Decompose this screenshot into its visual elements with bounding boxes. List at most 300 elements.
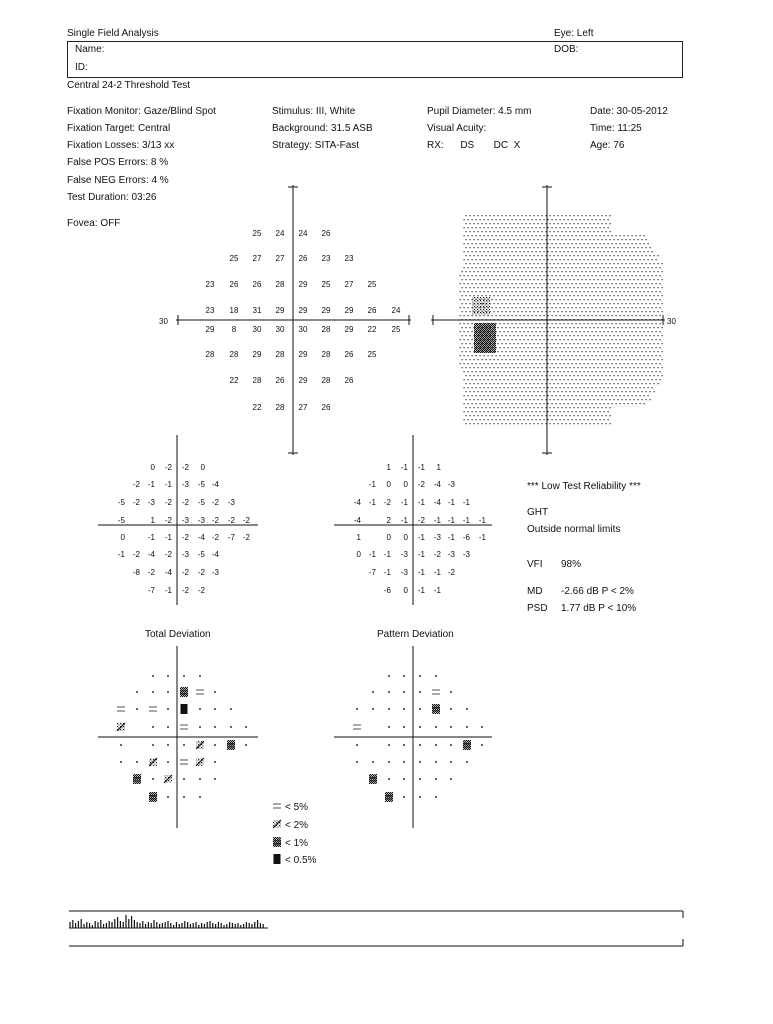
prob-normal-dot bbox=[120, 761, 122, 763]
prob-normal-dot bbox=[230, 708, 232, 710]
prob-normal-dot bbox=[419, 675, 421, 677]
info-time: Time: 11:25 bbox=[590, 123, 642, 134]
psd-label: PSD bbox=[527, 603, 548, 614]
prob-normal-dot bbox=[450, 691, 452, 693]
deviation-value: -1 bbox=[462, 498, 470, 507]
prob-normal-dot bbox=[435, 796, 437, 798]
sensitivity-value: 22 bbox=[367, 325, 377, 334]
deviation-value: -3 bbox=[400, 550, 408, 559]
deviation-value: -1 bbox=[400, 463, 408, 472]
prob-lt2-symbol bbox=[149, 758, 157, 766]
grayscale-patch-dark bbox=[479, 325, 491, 351]
deviation-value: 1 bbox=[356, 533, 361, 542]
sensitivity-value: 29 bbox=[298, 350, 308, 359]
info-age: Age: 76 bbox=[590, 140, 625, 151]
deviation-value: 1 bbox=[386, 463, 391, 472]
prob-lt2-symbol bbox=[196, 758, 204, 766]
info-strategy: Strategy: SITA-Fast bbox=[272, 140, 360, 151]
axis-label-30: 30 bbox=[159, 317, 168, 326]
prob-normal-dot bbox=[450, 744, 452, 746]
deviation-value: 0 bbox=[200, 463, 205, 472]
deviation-value: 2 bbox=[386, 516, 391, 525]
prob-normal-dot bbox=[372, 708, 374, 710]
deviation-value: -2 bbox=[164, 516, 172, 525]
prob-normal-dot bbox=[435, 744, 437, 746]
prob-normal-dot bbox=[388, 708, 390, 710]
prob-normal-dot bbox=[388, 761, 390, 763]
sensitivity-value: 24 bbox=[298, 229, 308, 238]
sensitivity-value: 30 bbox=[275, 325, 285, 334]
deviation-value: -2 bbox=[227, 516, 235, 525]
prob-normal-dot bbox=[388, 726, 390, 728]
deviation-value: -1 bbox=[447, 498, 455, 507]
sensitivity-value: 27 bbox=[252, 254, 262, 263]
prob-normal-dot bbox=[419, 796, 421, 798]
sensitivity-value: 28 bbox=[275, 350, 285, 359]
deviation-value: -4 bbox=[147, 550, 155, 559]
ght-label: GHT bbox=[527, 507, 549, 518]
prob-normal-dot bbox=[372, 761, 374, 763]
prob-normal-dot bbox=[388, 778, 390, 780]
name-label: Name: bbox=[75, 44, 105, 55]
deviation-value: -1 bbox=[433, 568, 441, 577]
prob-normal-dot bbox=[450, 778, 452, 780]
prob-normal-dot bbox=[419, 744, 421, 746]
deviation-value: -1 bbox=[433, 586, 441, 595]
pattern-deviation-probability-map bbox=[353, 675, 482, 802]
prob-normal-dot bbox=[167, 796, 169, 798]
deviation-value: -2 bbox=[242, 516, 250, 525]
prob-normal-dot bbox=[199, 726, 201, 728]
prob-normal-dot bbox=[466, 761, 468, 763]
sensitivity-value: 25 bbox=[229, 254, 239, 263]
vfi-value: 98% bbox=[561, 559, 582, 570]
dob-label: DOB: bbox=[554, 44, 579, 55]
deviation-value: -5 bbox=[197, 480, 205, 489]
prob-normal-dot bbox=[214, 744, 216, 746]
prob-lt1-symbol bbox=[463, 740, 471, 750]
prob-normal-dot bbox=[183, 796, 185, 798]
deviation-value: -4 bbox=[211, 480, 219, 489]
deviation-value: -2 bbox=[181, 498, 189, 507]
sensitivity-value: 24 bbox=[391, 306, 401, 315]
deviation-value: -2 bbox=[181, 586, 189, 595]
prob-normal-dot bbox=[199, 796, 201, 798]
deviation-value: -4 bbox=[197, 533, 205, 542]
prob-lt2-symbol bbox=[117, 723, 125, 731]
info-pupil: Pupil Diameter: 4.5 mm bbox=[427, 106, 532, 117]
deviation-value: -6 bbox=[462, 533, 470, 542]
sensitivity-value: 28 bbox=[321, 350, 331, 359]
prob-normal-dot bbox=[403, 708, 405, 710]
sensitivity-value: 25 bbox=[367, 350, 377, 359]
sensitivity-value: 30 bbox=[252, 325, 262, 334]
deviation-value: -4 bbox=[433, 480, 441, 489]
sensitivity-value: 29 bbox=[275, 306, 285, 315]
deviation-value: -4 bbox=[353, 498, 361, 507]
prob-lt2-symbol bbox=[273, 820, 281, 828]
prob-lt2-symbol bbox=[196, 741, 204, 749]
deviation-value: 0 bbox=[356, 550, 361, 559]
prob-normal-dot bbox=[167, 708, 169, 710]
deviation-value: -1 bbox=[117, 550, 125, 559]
deviation-value: -1 bbox=[147, 480, 155, 489]
prob-lt2-symbol bbox=[164, 775, 172, 783]
sensitivity-value: 18 bbox=[229, 306, 239, 315]
prob-normal-dot bbox=[403, 691, 405, 693]
prob-normal-dot bbox=[152, 778, 154, 780]
sensitivity-value: 28 bbox=[321, 325, 331, 334]
reliability-warning: *** Low Test Reliability *** bbox=[527, 481, 641, 492]
deviation-value: -2 bbox=[383, 498, 391, 507]
deviation-value: -3 bbox=[433, 533, 441, 542]
vfi-label: VFI bbox=[527, 559, 543, 570]
sensitivity-value: 28 bbox=[321, 376, 331, 385]
prob-normal-dot bbox=[403, 778, 405, 780]
prob-lt5-symbol bbox=[149, 706, 156, 711]
deviation-value: -2 bbox=[147, 568, 155, 577]
deviation-value: 0 bbox=[403, 586, 408, 595]
prob-normal-dot bbox=[403, 761, 405, 763]
deviation-value: -7 bbox=[227, 533, 235, 542]
info-false-pos: False POS Errors: 8 % bbox=[67, 157, 169, 168]
prob-normal-dot bbox=[152, 675, 154, 677]
deviation-value: 0 bbox=[386, 480, 391, 489]
prob-normal-dot bbox=[403, 796, 405, 798]
sensitivity-value: 24 bbox=[275, 229, 285, 238]
prob-lt5-symbol bbox=[273, 803, 280, 808]
prob-normal-dot bbox=[199, 778, 201, 780]
deviation-value: -4 bbox=[353, 516, 361, 525]
deviation-value: -1 bbox=[417, 463, 425, 472]
deviation-value: -1 bbox=[400, 498, 408, 507]
deviation-value: -3 bbox=[147, 498, 155, 507]
sensitivity-value: 25 bbox=[391, 325, 401, 334]
deviation-value: 0 bbox=[386, 533, 391, 542]
prob-lt1-symbol bbox=[149, 792, 157, 802]
deviation-value: -2 bbox=[433, 550, 441, 559]
deviation-value: -3 bbox=[400, 568, 408, 577]
sensitivity-value: 26 bbox=[344, 350, 354, 359]
prob-lt5-symbol bbox=[180, 759, 187, 764]
sensitivity-value: 28 bbox=[275, 403, 285, 412]
prob-lt5-symbol bbox=[180, 724, 187, 729]
prob-normal-dot bbox=[214, 708, 216, 710]
total-deviation-prob-axes bbox=[98, 646, 258, 828]
sensitivity-value: 8 bbox=[231, 325, 237, 334]
prob-normal-dot bbox=[419, 761, 421, 763]
sensitivity-value: 26 bbox=[321, 403, 331, 412]
deviation-value: -2 bbox=[181, 463, 189, 472]
md-value: -2.66 dB P < 2% bbox=[561, 586, 634, 597]
prob-normal-dot bbox=[183, 744, 185, 746]
total-deviation-values bbox=[118, 463, 251, 595]
sensitivity-value: 29 bbox=[252, 350, 262, 359]
deviation-value: -1 bbox=[478, 516, 486, 525]
prob-normal-dot bbox=[167, 691, 169, 693]
sensitivity-value: 27 bbox=[344, 280, 354, 289]
sensitivity-value: 31 bbox=[252, 306, 262, 315]
deviation-value: -2 bbox=[242, 533, 250, 542]
legend-label: < 5% bbox=[285, 802, 309, 813]
total-deviation-label: Total Deviation bbox=[145, 629, 211, 640]
md-label: MD bbox=[527, 586, 543, 597]
deviation-value: -3 bbox=[227, 498, 235, 507]
prob-normal-dot bbox=[199, 675, 201, 677]
deviation-value: -2 bbox=[211, 498, 219, 507]
sensitivity-axes bbox=[159, 185, 411, 455]
deviation-value: -2 bbox=[164, 550, 172, 559]
sensitivity-value: 25 bbox=[321, 280, 331, 289]
prob-normal-dot bbox=[481, 744, 483, 746]
info-fixation-target: Fixation Target: Central bbox=[67, 123, 171, 134]
sensitivity-value: 23 bbox=[321, 254, 331, 263]
deviation-value: -1 bbox=[447, 516, 455, 525]
eye-label: Eye: Left bbox=[554, 28, 594, 39]
prob-lt1-symbol bbox=[227, 740, 235, 750]
sensitivity-value: 26 bbox=[367, 306, 377, 315]
prob-normal-dot bbox=[435, 675, 437, 677]
prob-normal-dot bbox=[120, 744, 122, 746]
prob-normal-dot bbox=[466, 726, 468, 728]
deviation-value: -3 bbox=[447, 550, 455, 559]
test-name: Central 24-2 Threshold Test bbox=[67, 80, 191, 91]
deviation-value: 0 bbox=[403, 480, 408, 489]
deviation-value: -2 bbox=[211, 516, 219, 525]
deviation-value: -1 bbox=[478, 533, 486, 542]
deviation-value: -7 bbox=[368, 568, 376, 577]
prob-normal-dot bbox=[388, 675, 390, 677]
prob-normal-dot bbox=[152, 726, 154, 728]
deviation-value: -2 bbox=[417, 480, 425, 489]
legend-label: < 1% bbox=[285, 838, 309, 849]
sensitivity-value: 27 bbox=[298, 403, 308, 412]
prob-lt05-symbol bbox=[274, 854, 281, 864]
deviation-value: -2 bbox=[197, 568, 205, 577]
prob-normal-dot bbox=[167, 761, 169, 763]
prob-normal-dot bbox=[230, 726, 232, 728]
prob-lt1-symbol bbox=[385, 792, 393, 802]
prob-normal-dot bbox=[199, 708, 201, 710]
sensitivity-value: 28 bbox=[252, 376, 262, 385]
sensitivity-value: 26 bbox=[298, 254, 308, 263]
prob-normal-dot bbox=[419, 691, 421, 693]
deviation-value: -1 bbox=[164, 586, 172, 595]
deviation-value: -1 bbox=[417, 533, 425, 542]
sensitivity-value: 22 bbox=[252, 403, 262, 412]
prob-normal-dot bbox=[435, 761, 437, 763]
deviation-value: -3 bbox=[462, 550, 470, 559]
deviation-value: -3 bbox=[181, 550, 189, 559]
sensitivity-value: 29 bbox=[344, 325, 354, 334]
deviation-value: -1 bbox=[417, 568, 425, 577]
deviation-value: -2 bbox=[164, 463, 172, 472]
info-test-duration: Test Duration: 03:26 bbox=[67, 192, 157, 203]
deviation-value: -5 bbox=[117, 516, 125, 525]
deviation-value: -4 bbox=[164, 568, 172, 577]
deviation-value: -5 bbox=[197, 550, 205, 559]
deviation-value: -2 bbox=[211, 533, 219, 542]
deviation-value: 0 bbox=[403, 533, 408, 542]
legend-label: < 2% bbox=[285, 820, 309, 831]
prob-normal-dot bbox=[403, 726, 405, 728]
prob-lt1-symbol bbox=[432, 704, 440, 714]
deviation-value: -1 bbox=[417, 586, 425, 595]
sensitivity-value: 29 bbox=[205, 325, 215, 334]
deviation-value: -4 bbox=[433, 498, 441, 507]
prob-normal-dot bbox=[356, 708, 358, 710]
prob-normal-dot bbox=[214, 726, 216, 728]
grayscale-patch-upper bbox=[472, 297, 490, 315]
deviation-value: -1 bbox=[164, 480, 172, 489]
info-stimulus: Stimulus: III, White bbox=[272, 106, 356, 117]
deviation-value: -1 bbox=[462, 516, 470, 525]
prob-lt5-symbol bbox=[196, 689, 203, 694]
pattern-deviation-values bbox=[354, 463, 487, 595]
prob-normal-dot bbox=[450, 726, 452, 728]
prob-normal-dot bbox=[183, 675, 185, 677]
sensitivity-value: 29 bbox=[298, 376, 308, 385]
deviation-value: -1 bbox=[368, 480, 376, 489]
deviation-value: -2 bbox=[132, 498, 140, 507]
prob-lt05-symbol bbox=[181, 704, 188, 714]
sensitivity-value: 28 bbox=[229, 350, 239, 359]
prob-lt5-symbol bbox=[353, 724, 360, 729]
prob-normal-dot bbox=[388, 744, 390, 746]
prob-normal-dot bbox=[136, 691, 138, 693]
deviation-value: -1 bbox=[147, 533, 155, 542]
prob-lt1-symbol bbox=[180, 687, 188, 697]
sensitivity-value: 29 bbox=[344, 306, 354, 315]
sensitivity-value: 25 bbox=[367, 280, 377, 289]
sensitivity-value: 22 bbox=[229, 376, 239, 385]
sensitivity-value: 28 bbox=[275, 280, 285, 289]
info-rx: RX: DS DC X bbox=[427, 140, 521, 151]
prob-normal-dot bbox=[435, 726, 437, 728]
deviation-value: -1 bbox=[400, 516, 408, 525]
prob-normal-dot bbox=[214, 778, 216, 780]
deviation-value: -7 bbox=[147, 586, 155, 595]
prob-lt5-symbol bbox=[117, 706, 124, 711]
sensitivity-value: 23 bbox=[344, 254, 354, 263]
prob-normal-dot bbox=[372, 691, 374, 693]
deviation-value: -2 bbox=[181, 533, 189, 542]
prob-normal-dot bbox=[245, 744, 247, 746]
info-date: Date: 30-05-2012 bbox=[590, 106, 668, 117]
deviation-value: -1 bbox=[433, 516, 441, 525]
deviation-value: -1 bbox=[417, 498, 425, 507]
deviation-value: -3 bbox=[447, 480, 455, 489]
prob-normal-dot bbox=[183, 778, 185, 780]
deviation-value: -1 bbox=[417, 550, 425, 559]
prob-normal-dot bbox=[403, 744, 405, 746]
deviation-value: -1 bbox=[447, 533, 455, 542]
deviation-value: -2 bbox=[417, 516, 425, 525]
deviation-value: -4 bbox=[211, 550, 219, 559]
info-false-neg: False NEG Errors: 4 % bbox=[67, 175, 169, 186]
prob-normal-dot bbox=[466, 708, 468, 710]
deviation-value: -2 bbox=[181, 568, 189, 577]
prob-lt5-symbol bbox=[432, 689, 439, 694]
prob-lt1-symbol bbox=[369, 774, 377, 784]
deviation-value: -2 bbox=[132, 550, 140, 559]
prob-normal-dot bbox=[136, 708, 138, 710]
total-deviation-probability-map bbox=[117, 675, 247, 802]
deviation-value: 1 bbox=[436, 463, 441, 472]
deviation-value: -5 bbox=[197, 498, 205, 507]
prob-normal-dot bbox=[419, 708, 421, 710]
prob-normal-dot bbox=[450, 761, 452, 763]
sensitivity-value: 25 bbox=[252, 229, 262, 238]
info-fixation-monitor: Fixation Monitor: Gaze/Blind Spot bbox=[67, 106, 216, 117]
prob-normal-dot bbox=[403, 675, 405, 677]
prob-normal-dot bbox=[214, 761, 216, 763]
deviation-value: -2 bbox=[132, 480, 140, 489]
prob-normal-dot bbox=[245, 726, 247, 728]
info-acuity: Visual Acuity: bbox=[427, 123, 487, 134]
prob-normal-dot bbox=[136, 761, 138, 763]
psd-value: 1.77 dB P < 10% bbox=[561, 603, 637, 614]
prob-normal-dot bbox=[388, 691, 390, 693]
info-background: Background: 31.5 ASB bbox=[272, 123, 373, 134]
deviation-value: -5 bbox=[117, 498, 125, 507]
probability-legend bbox=[273, 802, 317, 866]
prob-lt1-symbol bbox=[273, 837, 281, 847]
prob-normal-dot bbox=[356, 761, 358, 763]
deviation-value: -3 bbox=[181, 516, 189, 525]
deviation-value: -2 bbox=[197, 586, 205, 595]
deviation-value: -1 bbox=[164, 533, 172, 542]
deviation-value: -1 bbox=[383, 550, 391, 559]
deviation-value: -3 bbox=[181, 480, 189, 489]
info-fovea: Fovea: OFF bbox=[67, 218, 121, 229]
prob-normal-dot bbox=[167, 744, 169, 746]
prob-normal-dot bbox=[214, 691, 216, 693]
prob-normal-dot bbox=[356, 744, 358, 746]
sensitivity-value: 29 bbox=[298, 306, 308, 315]
prob-lt1-symbol bbox=[133, 774, 141, 784]
sensitivity-value: 29 bbox=[321, 306, 331, 315]
prob-normal-dot bbox=[419, 726, 421, 728]
prob-normal-dot bbox=[152, 691, 154, 693]
sensitivity-value: 29 bbox=[298, 280, 308, 289]
deviation-value: -6 bbox=[383, 586, 391, 595]
gray-axis-label-30: 30 bbox=[667, 317, 676, 326]
deviation-value: 1 bbox=[150, 516, 155, 525]
prob-normal-dot bbox=[435, 778, 437, 780]
legend-label: < 0.5% bbox=[285, 855, 317, 866]
sensitivity-value: 26 bbox=[344, 376, 354, 385]
sensitivity-value: 26 bbox=[229, 280, 239, 289]
deviation-value: -8 bbox=[132, 568, 140, 577]
sensitivity-value: 27 bbox=[275, 254, 285, 263]
sensitivity-value: 26 bbox=[321, 229, 331, 238]
deviation-value: -1 bbox=[368, 550, 376, 559]
sensitivity-value: 23 bbox=[205, 306, 215, 315]
sensitivity-value: 23 bbox=[205, 280, 215, 289]
prob-normal-dot bbox=[481, 726, 483, 728]
sensitivity-value: 30 bbox=[298, 325, 308, 334]
ght-value: Outside normal limits bbox=[527, 524, 621, 535]
deviation-value: -2 bbox=[447, 568, 455, 577]
pattern-deviation-label: Pattern Deviation bbox=[377, 629, 454, 640]
report-title: Single Field Analysis bbox=[67, 28, 159, 39]
sensitivity-value: 28 bbox=[205, 350, 215, 359]
prob-normal-dot bbox=[167, 726, 169, 728]
prob-normal-dot bbox=[152, 744, 154, 746]
prob-normal-dot bbox=[419, 778, 421, 780]
info-fixation-losses: Fixation Losses: 3/13 xx bbox=[67, 140, 175, 151]
